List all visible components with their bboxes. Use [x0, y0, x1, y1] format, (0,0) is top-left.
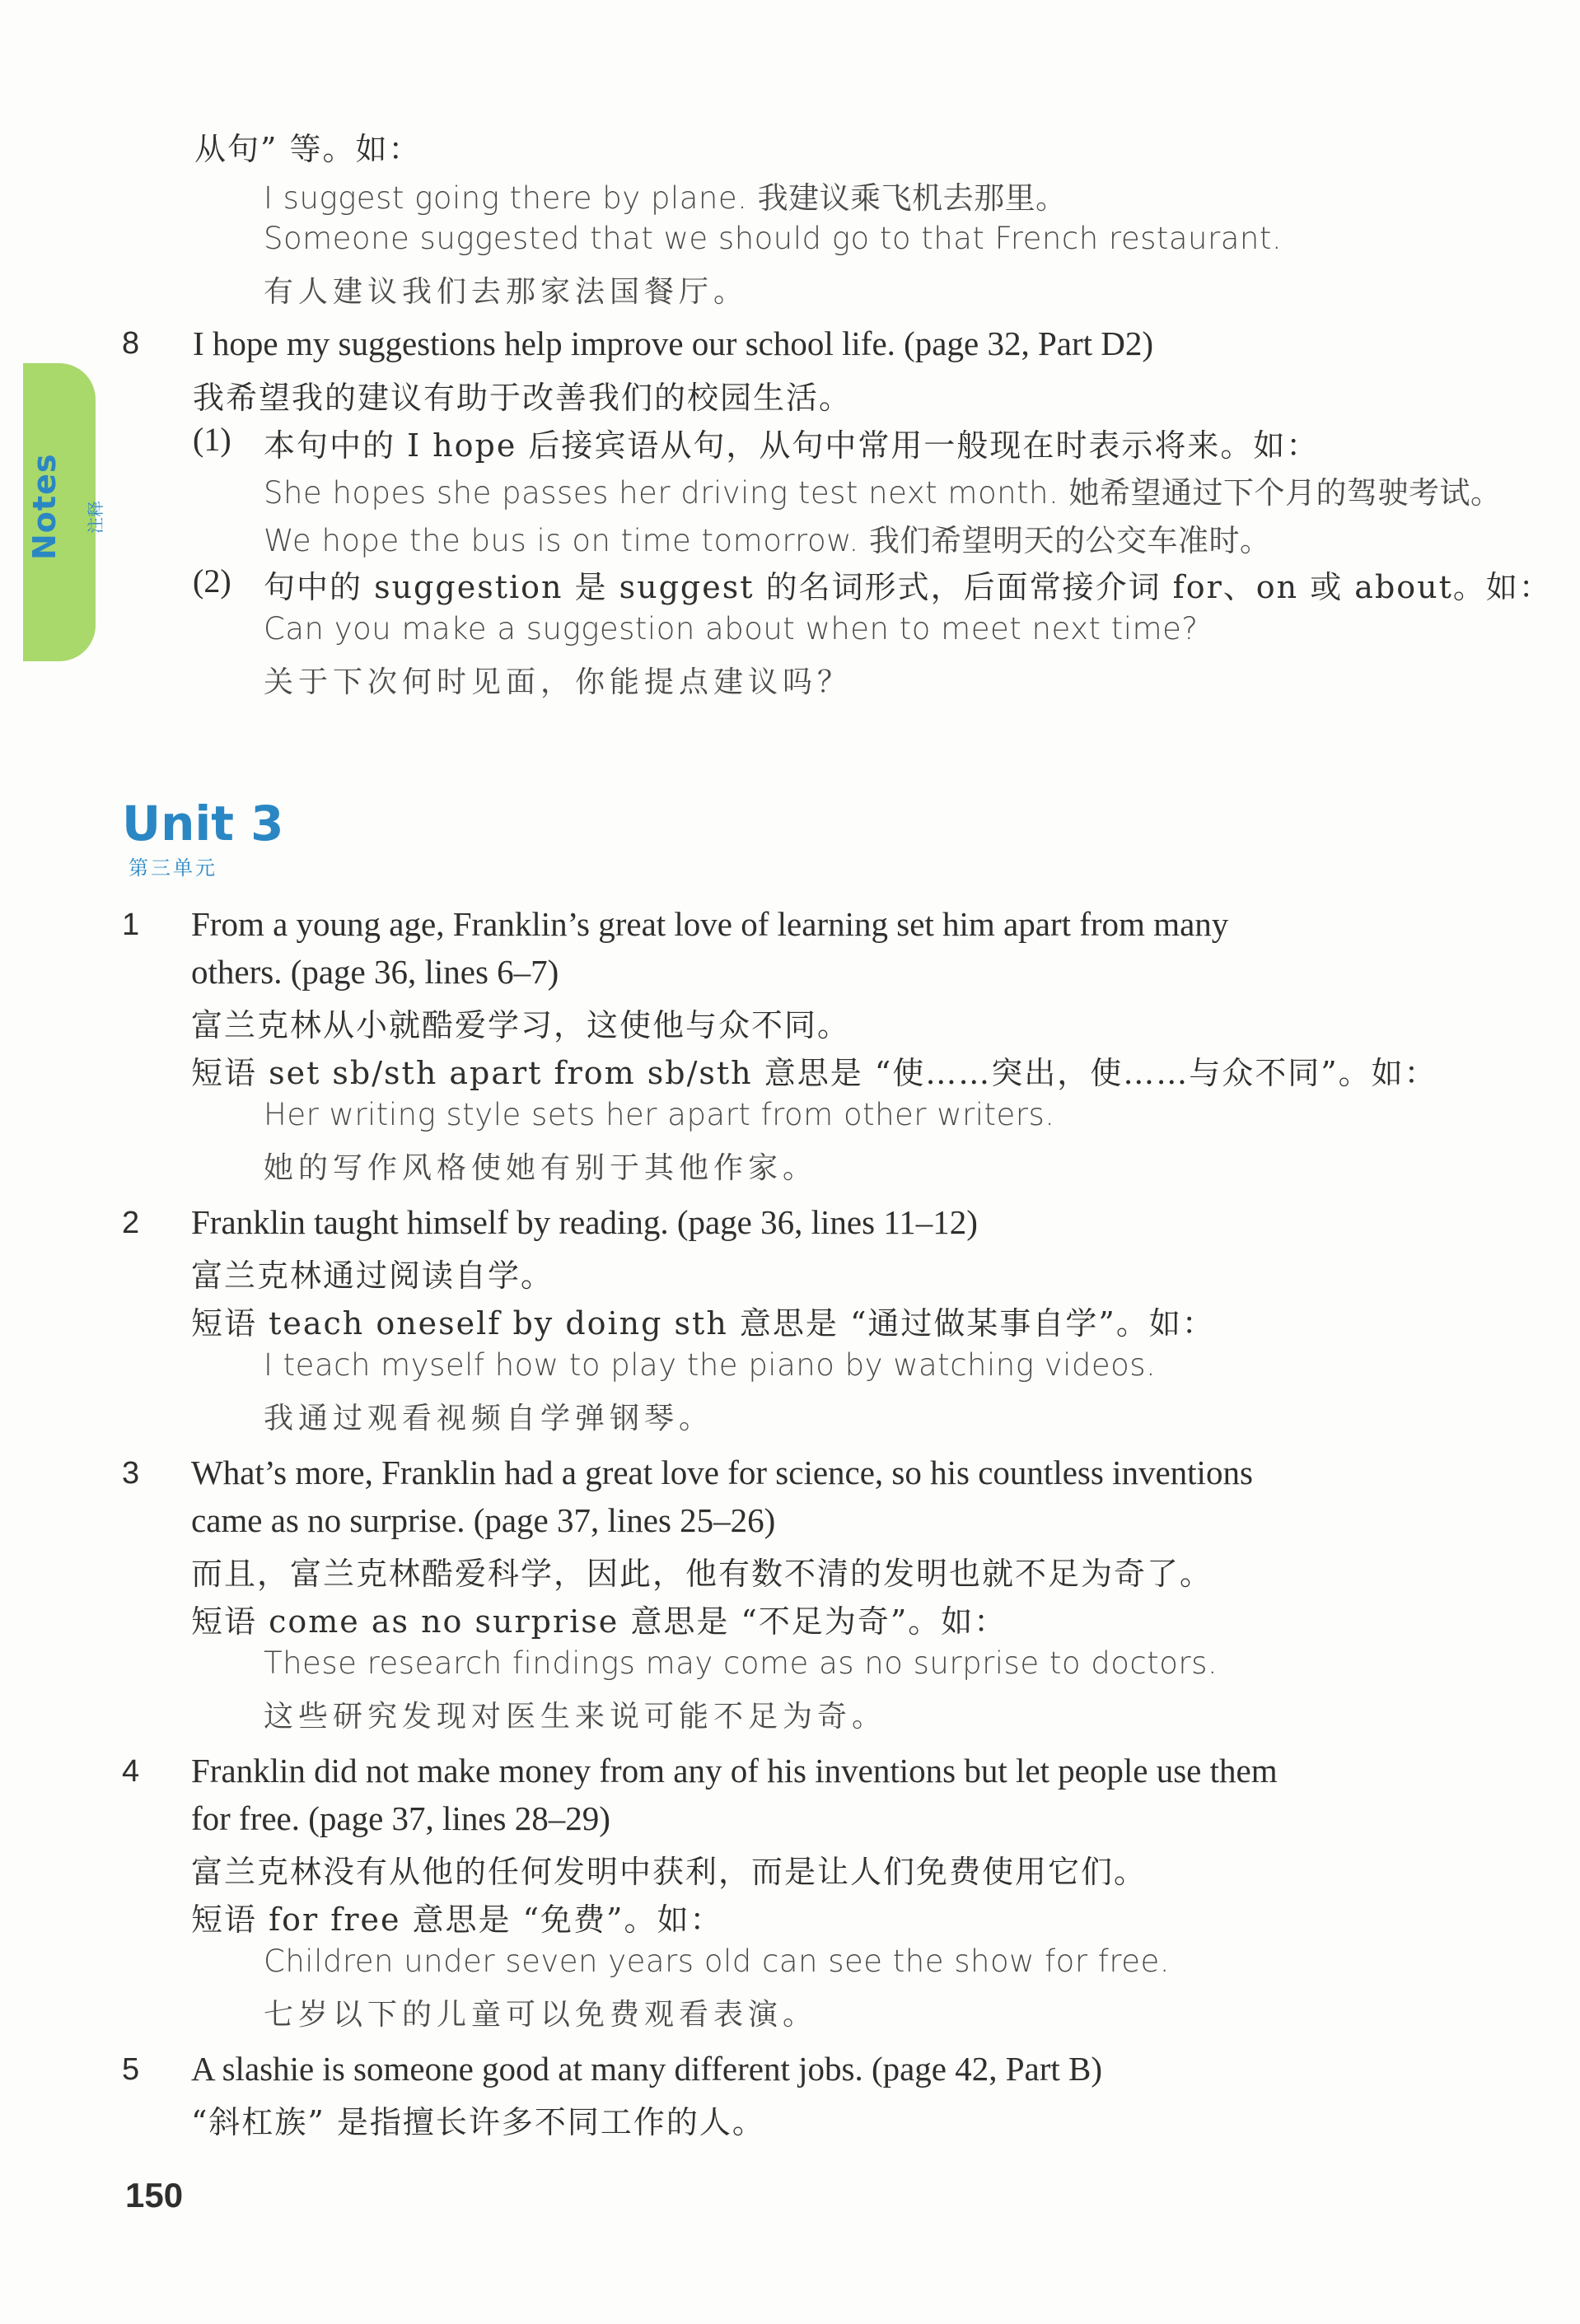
- note-4-chinese: 富兰克林没有从他的任何发明中获利，而是让人们免费使用它们。: [191, 1854, 1148, 1890]
- note-3-english-line-2: came as no surprise. (page 37, lines 25–26): [191, 1501, 776, 1539]
- note-3-english-line-1: What’s more, Franklin had a great love for science, so his countless inventions: [191, 1454, 1253, 1491]
- top-example-2: Someone suggested that we should go to that French restaurant.: [264, 221, 1283, 256]
- note-5-number: 5: [122, 2052, 140, 2087]
- note-1-chinese: 富兰克林从小就酷爱学习，这使他与众不同。: [191, 1007, 851, 1043]
- notes-tab-label: Notes: [26, 453, 63, 560]
- unit-title: Unit 3: [122, 796, 284, 852]
- note-5-english: A slashie is someone good at many different jobs. (page 42, Part B): [191, 2050, 1103, 2088]
- note-3-example-cn: 这些研究发现对医生来说可能不足为奇。: [264, 1700, 887, 1734]
- note-4-phrase: 短语 for free 意思是 “免费”。如：: [191, 1902, 723, 1938]
- note-1-english-line-1: From a young age, Franklin’s great love of learning set him apart from many: [191, 905, 1229, 943]
- note-4-english-line-1: Franklin did not make money from any of his inventions but let people use them: [191, 1752, 1278, 1790]
- note-4-english-line-2: for free. (page 37, lines 28–29): [191, 1799, 610, 1837]
- note-5-chinese: “斜杠族” 是指擅长许多不同工作的人。: [191, 2104, 765, 2140]
- note-2-english: Franklin taught himself by reading. (page 36, lines 11–12): [191, 1203, 978, 1241]
- top-example-2-cn: 有人建议我们去那家法国餐厅。: [264, 275, 749, 309]
- note-2-example: I teach myself how to play the piano by watching videos.: [264, 1347, 1157, 1383]
- note-8-english: I hope my suggestions help improve our school life. (page 32, Part D2): [193, 324, 1153, 362]
- note-1-example-cn: 她的写作风格使她有别于其他作家。: [264, 1151, 818, 1185]
- note-8-sub2-label: (2): [193, 562, 231, 600]
- note-3-chinese: 而且，富兰克林酷爱科学，因此，他有数不清的发明也就不足为奇了。: [191, 1556, 1213, 1592]
- note-8-chinese: 我希望我的建议有助于改善我们的校园生活。: [193, 380, 853, 416]
- note-1-english-line-2: others. (page 36, lines 6–7): [191, 953, 559, 991]
- note-8-number: 8: [122, 326, 140, 361]
- note-2-example-cn: 我通过观看视频自学弹钢琴。: [264, 1402, 714, 1435]
- note-1-phrase: 短语 set sb/sth apart from sb/sth 意思是 “使……突出，使……与众不同”。如：: [191, 1055, 1437, 1091]
- note-8-sub1-label: (1): [193, 421, 231, 458]
- note-1-number: 1: [122, 908, 140, 942]
- note-3-example: These research findings may come as no surprise to doctors.: [264, 1645, 1218, 1681]
- top-intro: 从句” 等。如：: [194, 131, 422, 167]
- top-example-1: I suggest going there by plane. 我建议乘飞机去那里。: [264, 180, 1067, 216]
- page-number: 150: [125, 2176, 184, 2214]
- note-3-phrase: 短语 come as no surprise 意思是 “不足为奇”。如：: [191, 1603, 1007, 1640]
- note-1-example: Her writing style sets her apart from other writers.: [264, 1097, 1055, 1132]
- note-8-sub1-example-2: We hope the bus is on time tomorrow. 我们希望明天的公交车准时。: [264, 523, 1271, 558]
- note-8-sub2-example: Can you make a suggestion about when to meet next time?: [264, 611, 1199, 646]
- note-3-number: 3: [122, 1456, 140, 1491]
- note-4-number: 4: [122, 1754, 140, 1789]
- note-8-sub2-example-cn: 关于下次何时见面，你能提点建议吗？: [264, 665, 853, 699]
- note-8-sub1-text: 本句中的 I hope 后接宾语从句，从句中常用一般现在时表示将来。如：: [264, 427, 1320, 464]
- note-2-number: 2: [122, 1206, 140, 1240]
- note-8-sub2-text: 句中的 suggestion 是 suggest 的名词形式，后面常接介词 for、on 或 about。如：: [264, 569, 1552, 605]
- note-2-chinese: 富兰克林通过阅读自学。: [191, 1258, 554, 1294]
- note-4-example: Children under seven years old can see the show for free.: [264, 1944, 1171, 1979]
- note-8-sub1-example-1: She hopes she passes her driving test next month. 她希望通过下个月的驾驶考试。: [264, 475, 1502, 511]
- unit-subtitle: 第三单元: [129, 856, 217, 880]
- note-4-example-cn: 七岁以下的儿童可以免费观看表演。: [264, 1998, 818, 2032]
- note-2-phrase: 短语 teach oneself by doing sth 意思是 “通过做某事自学”。如：: [191, 1305, 1215, 1342]
- notes-tab-sublabel: 注释: [86, 501, 105, 534]
